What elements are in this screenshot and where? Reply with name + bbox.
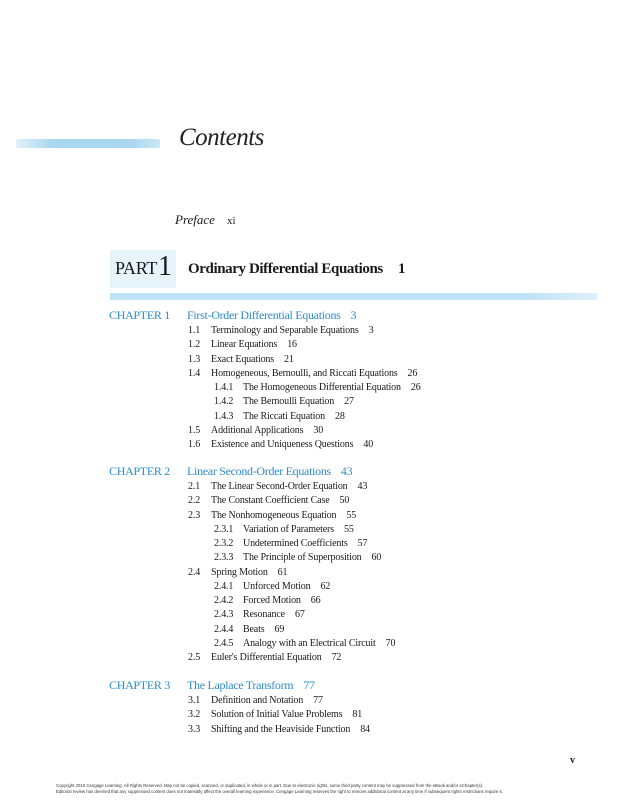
- section-title: Existence and Uniqueness Questions: [211, 439, 354, 450]
- section-title: Spring Motion: [211, 566, 268, 578]
- section-number: 2.4.1: [214, 580, 234, 592]
- section-title: Homogeneous, Bernoulli, and Riccati Equations: [211, 367, 398, 379]
- section-title: Unforced Motion: [243, 580, 311, 592]
- chapter-label: CHAPTER 2: [109, 464, 170, 478]
- section-number: 3.1: [188, 695, 201, 706]
- toc-subentry[interactable]: [0, 537, 622, 551]
- section-page: 40: [363, 439, 374, 450]
- toc-entry[interactable]: [0, 324, 622, 338]
- section-number: 2.4.5: [214, 637, 234, 649]
- section-number: 2.4.2: [214, 595, 234, 606]
- section-page: 84: [360, 723, 370, 735]
- chapter-title: Linear Second-Order Equations: [187, 464, 331, 478]
- toc-entry[interactable]: [0, 424, 622, 438]
- section-page: 28: [334, 410, 345, 422]
- toc-entry[interactable]: [0, 723, 622, 737]
- section-number: 1.4: [188, 367, 201, 379]
- section-page: 30: [313, 424, 324, 436]
- section-title: The Constant Coefficient Case: [211, 495, 330, 507]
- section-number: 1.3: [188, 353, 201, 365]
- section-number: 1.4.3: [214, 410, 234, 422]
- section-title: Resonance: [243, 609, 285, 621]
- section-title: Analogy with an Electrical Circuit: [243, 637, 376, 649]
- section-number: 2.4.4: [214, 623, 234, 635]
- toc-subentry[interactable]: [0, 623, 622, 637]
- toc-subentry[interactable]: [0, 410, 622, 424]
- section-number: 1.4.1: [214, 382, 234, 393]
- toc-entry[interactable]: [0, 566, 622, 580]
- section-title: Exact Equations: [211, 353, 275, 365]
- section-title: The Homogeneous Differential Equation: [243, 382, 401, 393]
- chapter-page: 77: [303, 678, 315, 692]
- section-number: 1.1: [188, 325, 201, 336]
- toc-subentry[interactable]: [0, 608, 622, 622]
- toc-subentry[interactable]: [0, 594, 622, 608]
- toc-entry[interactable]: [0, 438, 622, 452]
- copyright-line: Editorial review has deemed that any suppressed content does not materially affect the overall learning experience. Cengage Learning reserves the right to remove additional content at any time if subsequent rights restrictions require it.: [56, 789, 503, 794]
- section-title: Shifting and the Heaviside Function: [211, 723, 351, 735]
- section-number: 2.3.3: [214, 552, 234, 564]
- section-title: Additional Applications: [211, 424, 304, 436]
- section-page: 77: [313, 695, 323, 706]
- section-page: 60: [371, 552, 382, 564]
- section-number: 1.4.2: [214, 396, 234, 408]
- section-title: The Riccati Equation: [243, 410, 325, 422]
- toc-entry[interactable]: [0, 494, 622, 508]
- section-title: The Linear Second-Order Equation: [211, 481, 348, 492]
- section-number: 2.4.3: [214, 609, 234, 621]
- section-list: [0, 480, 622, 665]
- section-page: 57: [357, 538, 368, 549]
- toc-subentry[interactable]: [0, 381, 622, 395]
- page-number: v: [570, 755, 575, 766]
- section-title: Variation of Parameters: [243, 523, 334, 535]
- section-list: [0, 694, 622, 737]
- section-page: 62: [320, 580, 331, 592]
- section-number: 2.3.1: [214, 523, 234, 535]
- section-page: 55: [343, 523, 354, 535]
- toc-entry[interactable]: [0, 353, 622, 367]
- chapter-title-link[interactable]: [187, 464, 352, 479]
- chapter-page: 3: [350, 308, 357, 322]
- toc-entry[interactable]: [0, 338, 622, 352]
- toc-subentry[interactable]: [0, 580, 622, 594]
- copyright-notice: [56, 783, 596, 795]
- section-list: [0, 324, 622, 452]
- part-number: 1: [158, 251, 172, 282]
- preface-entry[interactable]: [175, 211, 236, 229]
- chapter-title-link[interactable]: [187, 308, 356, 323]
- section-page: 81: [352, 709, 363, 721]
- section-page: 16: [287, 339, 297, 351]
- toc-entry[interactable]: [0, 708, 622, 722]
- section-page: 27: [344, 396, 354, 408]
- section-title: Solution of Initial Value Problems: [211, 709, 343, 721]
- section-page: 26: [407, 367, 418, 379]
- preface-label: Preface: [175, 212, 215, 227]
- section-page: 55: [346, 509, 357, 521]
- section-title: The Nonhomogeneous Equation: [211, 509, 337, 521]
- section-title: Terminology and Separable Equations: [211, 325, 359, 336]
- part-title[interactable]: Ordinary Differential Equations: [188, 261, 383, 277]
- toc-subentry[interactable]: [0, 395, 622, 409]
- section-page: 43: [357, 481, 368, 492]
- section-number: 3.2: [188, 709, 201, 721]
- chapter-title: The Laplace Transform: [187, 678, 294, 692]
- toc-entry[interactable]: [0, 480, 622, 494]
- section-number: 3.3: [188, 723, 201, 735]
- chapter-label: CHAPTER 1: [109, 308, 170, 322]
- section-page: 50: [339, 495, 350, 507]
- chapter-title-link[interactable]: [187, 678, 315, 693]
- section-number: 1.2: [188, 339, 201, 351]
- toc-entry[interactable]: [0, 367, 622, 381]
- section-number: 1.5: [188, 424, 201, 436]
- page-title: Contents: [179, 124, 264, 151]
- toc-subentry[interactable]: [0, 523, 622, 537]
- section-title: Undetermined Coefficients: [243, 538, 348, 549]
- section-page: 26: [410, 382, 421, 393]
- section-page: 67: [294, 609, 305, 621]
- part-page: 1: [398, 261, 406, 277]
- section-number: 2.2: [188, 495, 201, 507]
- section-page: 21: [284, 353, 294, 365]
- section-title: The Bernoulli Equation: [243, 396, 335, 408]
- section-title: The Principle of Superposition: [243, 552, 362, 564]
- section-number: 1.6: [188, 439, 201, 450]
- toc-entry[interactable]: [0, 509, 622, 523]
- section-page: 61: [277, 566, 288, 578]
- section-title: Definition and Notation: [211, 695, 304, 706]
- section-page: 3: [368, 325, 374, 336]
- section-title: Forced Motion: [243, 595, 301, 606]
- section-title: Beats: [243, 623, 265, 635]
- contents-decorative-bar: [16, 139, 160, 148]
- part-divider-rule: [110, 293, 597, 300]
- section-page: 69: [274, 623, 285, 635]
- section-page: 72: [331, 652, 342, 663]
- section-title: Linear Equations: [211, 339, 278, 351]
- part-word: PART: [115, 258, 158, 278]
- section-title: Euler's Differential Equation: [211, 652, 322, 663]
- chapter-label: CHAPTER 3: [109, 678, 170, 692]
- toc-entry[interactable]: [0, 694, 622, 708]
- section-number: 2.1: [188, 481, 201, 492]
- preface-page: xi: [226, 215, 236, 227]
- section-page: 66: [310, 595, 321, 606]
- toc-entry[interactable]: [0, 651, 622, 665]
- section-number: 2.4: [188, 566, 201, 578]
- section-page: 70: [385, 637, 396, 649]
- copyright-line: Copyright 2010 Cengage Learning. All Rights Reserved. May not be copied, scanned, or duplicated, in whole or in part. Due to electronic rights, some third party content may be suppressed from the eBook and/or eChapter(s).: [56, 783, 484, 788]
- toc-subentry[interactable]: [0, 551, 622, 565]
- section-number: 2.3.2: [214, 538, 234, 549]
- chapter-title: First-Order Differential Equations: [187, 308, 341, 322]
- section-number: 2.5: [188, 652, 201, 663]
- chapter-page: 43: [340, 464, 353, 478]
- toc-subentry[interactable]: [0, 637, 622, 651]
- section-number: 2.3: [188, 509, 201, 521]
